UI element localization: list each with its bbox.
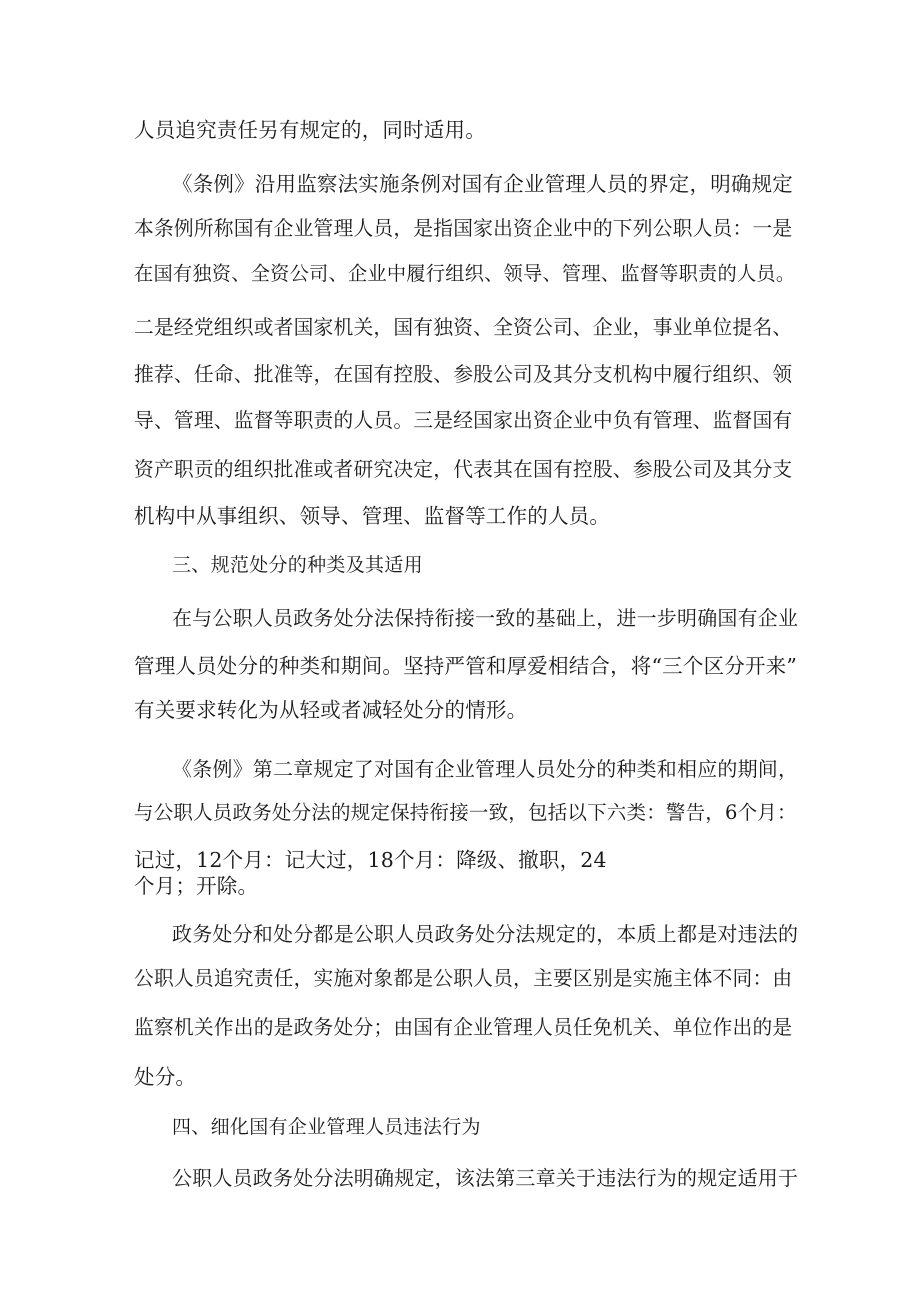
text-line: 本条例所称国有企业管理人员，是指国家出资企业中的下列公职人员：一是 — [134, 217, 793, 240]
paragraph-first-line: 在与公职人员政务处分法保持衔接一致的基础上，进一步明确国有企业 — [172, 606, 799, 630]
text-line: 资产职贡的组织批准或者研究决定，代表其在国有控股、参股公司及其分支 — [134, 458, 793, 481]
text-line: 公职人员追究责任，实施对象都是公职人员，主要区别是实施主体不同：由 — [134, 967, 793, 990]
text-line: 机构中从事组织、领导、管理、监督等工作的人员。 — [134, 504, 611, 528]
text-line: 管理人员处分的种类和期间。坚持严管和厚爱相结合，将“三个区分开来” — [134, 654, 798, 678]
text-line: 监察机关作出的是政务处分；由国有企业管理人员任免机关、单位作出的是 — [134, 1016, 793, 1039]
text-line: 在国有独资、全资公司、企业中履行组织、领导、管理、监督等职责的人员。 — [134, 262, 796, 285]
paragraph-first-line: 《条例》沿用监察法实施条例对国有企业管理人员的界定，明确规定 — [172, 172, 793, 196]
text-line: 个月；开除。 — [134, 874, 259, 898]
paragraph-first-line: 政务处分和处分都是公职人员政务处分法规定的，本质上都是对违法的 — [172, 922, 799, 946]
text-line: 与公职人员政务处分法的规定保持衔接一致，包括以下六类：警告，6个月： — [134, 801, 797, 824]
paragraph-first-line: 公职人员政务处分法明确规定，该法第三章关于违法行为的规定适用于 — [172, 1166, 799, 1190]
section-heading: 四、细化国有企业管理人员违法行为 — [172, 1116, 481, 1138]
paragraph-first-line: 《条例》第二章规定了对国有企业管理人员处分的种类和相应的期间， — [172, 757, 799, 781]
text-line: 有关要求转化为从轻或者减轻处分的情形。 — [134, 698, 528, 722]
text-line: 推荐、任命、批准等，在国有控股、参股公司及其分支机构中履行组织、领 — [134, 363, 793, 386]
section-heading: 三、规范处分的种类及其适用 — [172, 554, 423, 576]
text-line: 导、管理、监督等职责的人员。三是经国家出资企业中负有管理、监督国有 — [134, 409, 793, 432]
text-line: 处分。 — [134, 1065, 197, 1089]
text-line: 人员追究责任另有规定的，同时适用。 — [134, 118, 486, 142]
text-line: 二是经党组织或者国家机关，国有独资、全资公司、企业，事业单位提名、 — [134, 316, 793, 339]
text-line: 记过，12个月：记大过，18个月：降级、撤职，24 — [134, 848, 607, 872]
